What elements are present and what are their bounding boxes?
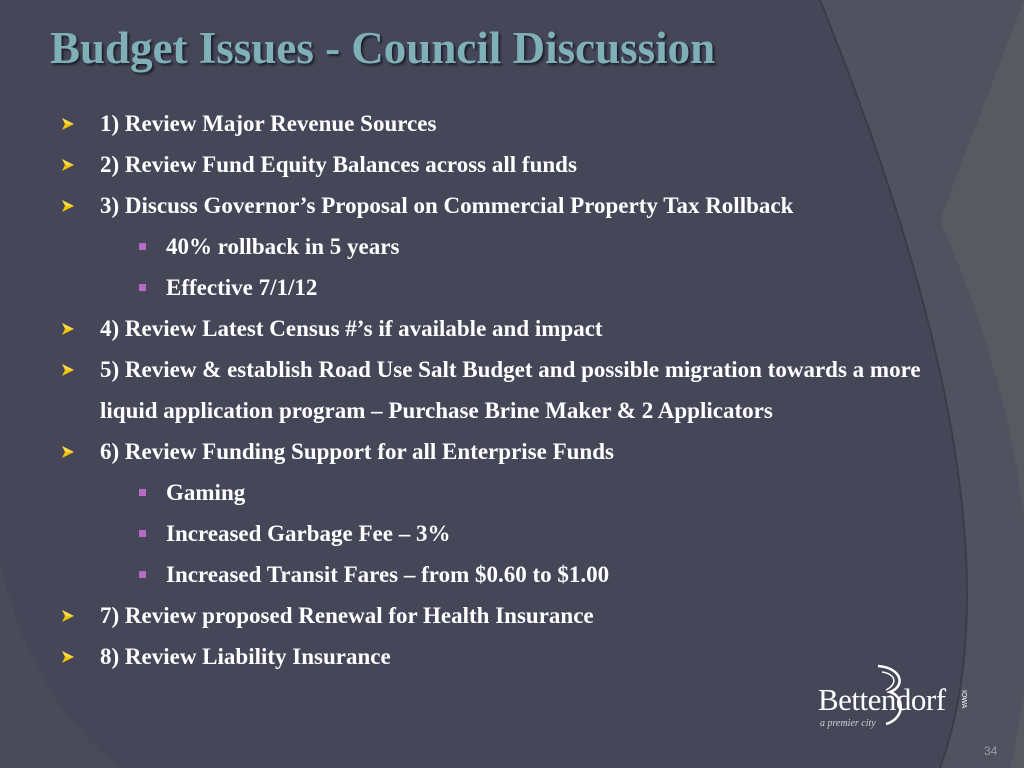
- bullet-item: [60, 308, 980, 349]
- arrow-icon: [60, 144, 76, 185]
- bullet-item: [60, 431, 980, 472]
- square-icon: [139, 472, 147, 513]
- sub-bullet-item: [60, 267, 980, 308]
- bullet-text: 3) Discuss Governor’s Proposal on Commercial Property Tax Rollback: [100, 193, 794, 218]
- square-icon: [139, 554, 147, 595]
- logo-vertical-text: IOWA: [960, 690, 967, 709]
- square-icon: [139, 513, 147, 554]
- sub-bullet-text: Increased Garbage Fee – 3%: [166, 521, 451, 546]
- bullet-text: 6) Review Funding Support for all Enterprise Funds: [100, 439, 614, 464]
- bullet-text: 5) Review & establish Road Use Salt Budget and possible migration towards a more liquid application program – Purchase Brine Maker & 2 Applicators: [100, 357, 921, 423]
- square-icon: [139, 267, 147, 308]
- slide-title: Budget Issues - Council Discussion: [50, 23, 716, 73]
- bullet-text: 2) Review Fund Equity Balances across all funds: [100, 152, 577, 177]
- logo-name: Bettendorf: [818, 682, 946, 717]
- arrow-icon: [60, 595, 76, 636]
- bettendorf-logo: [812, 662, 972, 742]
- sub-bullet-item: [60, 513, 980, 554]
- sub-bullet-item: [60, 226, 980, 267]
- arrow-icon: [60, 103, 76, 144]
- sub-bullet-text: Increased Transit Fares – from $0.60 to $1.00: [166, 562, 610, 587]
- sub-bullet-item: [60, 472, 980, 513]
- bullet-text: 8) Review Liability Insurance: [100, 644, 391, 669]
- bullet-item: [60, 595, 980, 636]
- arrow-icon: [60, 431, 76, 472]
- sub-bullet-text: Effective 7/1/12: [166, 275, 318, 300]
- bullet-item: [60, 144, 980, 185]
- arrow-icon: [60, 349, 76, 390]
- page-number: 34: [984, 744, 998, 758]
- arrow-icon: [60, 308, 76, 349]
- sub-bullet-text: Gaming: [166, 480, 246, 505]
- arrow-icon: [60, 636, 76, 677]
- logo-tagline: a premier city: [820, 718, 876, 729]
- sub-bullet-item: [60, 554, 980, 595]
- bullet-item: [60, 185, 980, 226]
- bullet-text: 7) Review proposed Renewal for Health Insurance: [100, 603, 594, 628]
- square-icon: [139, 226, 147, 267]
- bullet-list: [60, 103, 980, 677]
- bullet-item: [60, 103, 980, 144]
- bullet-text: 4) Review Latest Census #’s if available and impact: [100, 316, 603, 341]
- bullet-text: 1) Review Major Revenue Sources: [100, 111, 437, 136]
- bullet-item: [60, 349, 980, 431]
- arrow-icon: [60, 185, 76, 226]
- sub-bullet-text: 40% rollback in 5 years: [166, 234, 400, 259]
